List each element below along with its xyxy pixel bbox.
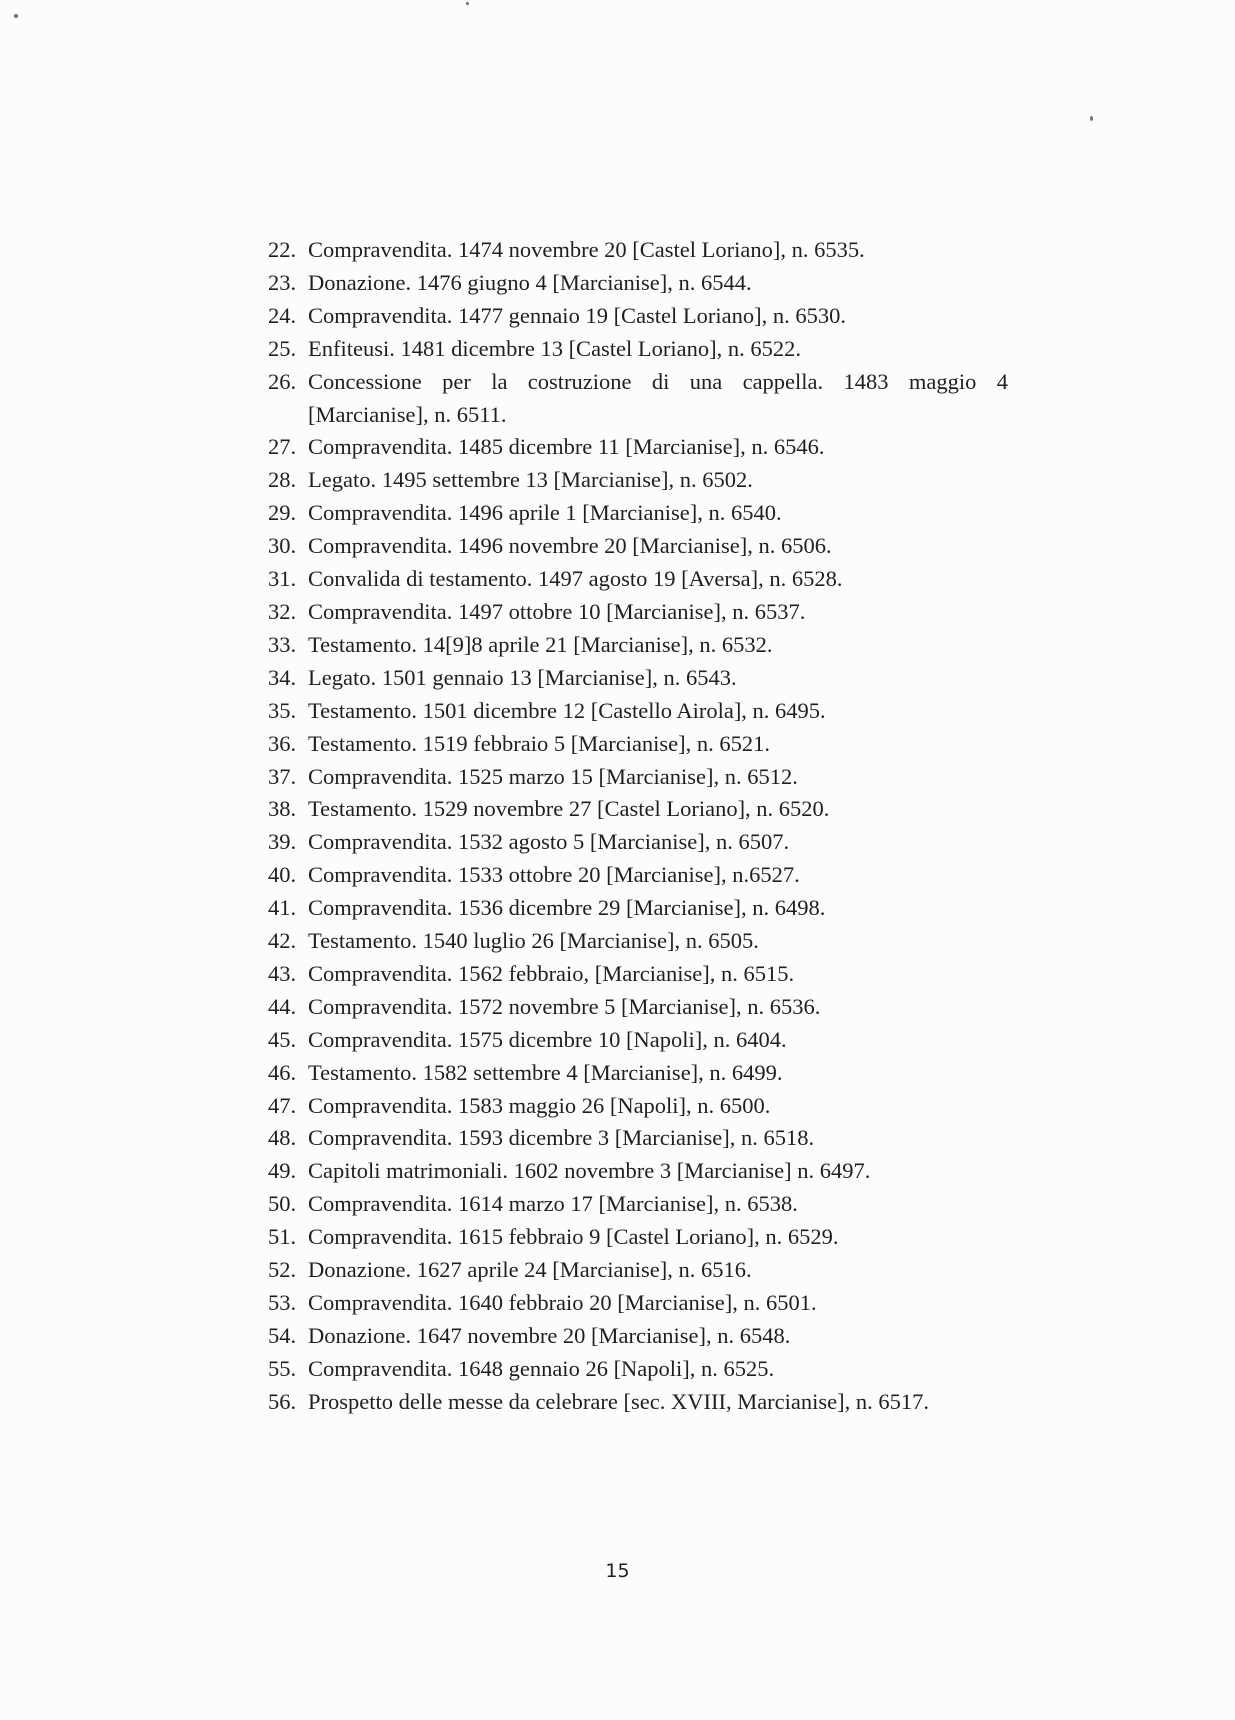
list-item [268, 464, 1008, 497]
entry-number: 32. [268, 598, 297, 624]
entry-text: Compravendita. 1477 gennaio 19 [Castel Loriano], n. 6530. [308, 302, 847, 328]
entry-text: Compravendita. 1648 gennaio 26 [Napoli], n. 6525. [308, 1355, 775, 1381]
entry-number: 34. [268, 664, 297, 690]
list-item [268, 497, 1008, 530]
scan-speck [14, 14, 18, 18]
list-item [268, 728, 1008, 761]
list-item [268, 1024, 1008, 1057]
list-item-continuation [268, 399, 1008, 432]
entry-number: 37. [268, 763, 297, 789]
scan-speck [466, 2, 469, 5]
entry-text: Legato. 1501 gennaio 13 [Marcianise], n. 6543. [308, 664, 737, 690]
entry-number: 22. [268, 237, 297, 262]
entry-text: Compravendita. 1525 marzo 15 [Marcianise], n. 6512. [308, 763, 798, 789]
entry-number: 51. [268, 1224, 297, 1250]
entry-text: Compravendita. 1575 dicembre 10 [Napoli], n. 6404. [308, 1026, 787, 1052]
entry-number: 30. [268, 533, 297, 559]
entry-text: Compravendita. 1583 maggio 26 [Napoli], n. 6500. [308, 1092, 771, 1118]
entry-number: 35. [268, 697, 297, 723]
scan-speck [1090, 116, 1093, 121]
entry-number: 42. [268, 928, 297, 954]
entry-number: 24. [268, 302, 297, 328]
entry-text: Testamento. 1540 luglio 26 [Marcianise], n. 6505. [308, 928, 759, 954]
entry-text: Compravendita. 1496 novembre 20 [Marcianise], n. 6506. [308, 533, 832, 559]
list-item [268, 300, 1008, 333]
list-item [268, 991, 1008, 1024]
list-item [268, 859, 1008, 892]
entry-text: Testamento. 1582 settembre 4 [Marcianise], n. 6499. [308, 1059, 783, 1085]
entry-text: Capitoli matrimoniali. 1602 novembre 3 [Marcianise] n. 6497. [308, 1158, 871, 1184]
entry-text-line-2: [Marcianise], n. 6511. [308, 401, 507, 427]
entry-text: Compravendita. 1615 febbraio 9 [Castel Loriano], n. 6529. [308, 1224, 839, 1250]
list-item [268, 761, 1008, 794]
entry-number: 38. [268, 796, 297, 822]
entry-number: 39. [268, 829, 297, 855]
entry-text: Testamento. 14[9]8 aprile 21 [Marcianise], n. 6532. [308, 631, 773, 657]
list-item [268, 596, 1008, 629]
entry-text: Donazione. 1647 novembre 20 [Marcianise], n. 6548. [308, 1322, 791, 1348]
entry-text: Compravendita. 1614 marzo 17 [Marcianise], n. 6538. [308, 1191, 798, 1217]
list-item [268, 1057, 1008, 1090]
entry-text: Legato. 1495 settembre 13 [Marcianise], n. 6502. [308, 467, 753, 493]
list-item [268, 662, 1008, 695]
entry-number: 43. [268, 960, 297, 986]
entry-number: 40. [268, 862, 297, 888]
entry-text: Convalida di testamento. 1497 agosto 19 [Aversa], n. 6528. [308, 566, 843, 592]
list-item [268, 925, 1008, 958]
entry-text: Testamento. 1519 febbraio 5 [Marcianise], n. 6521. [308, 730, 771, 756]
entry-number: 23. [268, 269, 297, 295]
entry-text: Testamento. 1529 novembre 27 [Castel Loriano], n. 6520. [308, 796, 830, 822]
document-entry-list [268, 234, 1008, 1419]
list-item [268, 1221, 1008, 1254]
list-item [268, 892, 1008, 925]
entry-number: 48. [268, 1125, 297, 1151]
entry-text-line-1: Concessione per la costruzione di una cappella. 1483 maggio 4 [308, 368, 1008, 394]
list-item [268, 1188, 1008, 1221]
entry-number: 49. [268, 1158, 297, 1184]
entry-text: Compravendita. 1533 ottobre 20 [Marcianise], n.6527. [308, 862, 800, 888]
list-item [268, 793, 1008, 826]
entry-text: Compravendita. 1562 febbraio, [Marcianise], n. 6515. [308, 960, 795, 986]
entry-text: Donazione. 1476 giugno 4 [Marcianise], n. 6544. [308, 269, 752, 295]
list-item [268, 629, 1008, 662]
list-item [268, 563, 1008, 596]
entry-number: 52. [268, 1257, 297, 1283]
list-item [268, 333, 1008, 366]
entry-text: Compravendita. 1474 novembre 20 [Castel Loriano], n. 6535. [308, 237, 865, 262]
entry-text: Compravendita. 1572 novembre 5 [Marcianise], n. 6536. [308, 993, 821, 1019]
entry-text: Prospetto delle messe da celebrare [sec. XVIII, Marcianise], n. 6517. [308, 1388, 930, 1414]
entry-text: Testamento. 1501 dicembre 12 [Castello Airola], n. 6495. [308, 697, 826, 723]
entry-text: Donazione. 1627 aprile 24 [Marcianise], n. 6516. [308, 1257, 752, 1283]
entry-text: Compravendita. 1485 dicembre 11 [Marcianise], n. 6546. [308, 434, 825, 460]
entry-number: 55. [268, 1355, 297, 1381]
entry-number: 47. [268, 1092, 297, 1118]
list-item [268, 1353, 1008, 1386]
entry-text: Compravendita. 1496 aprile 1 [Marcianise], n. 6540. [308, 500, 782, 526]
list-item [268, 1320, 1008, 1353]
entry-text: Enfiteusi. 1481 dicembre 13 [Castel Loriano], n. 6522. [308, 335, 802, 361]
entry-number: 27. [268, 434, 297, 460]
list-item [268, 1287, 1008, 1320]
list-item [268, 431, 1008, 464]
entry-text: Compravendita. 1497 ottobre 10 [Marcianise], n. 6537. [308, 598, 806, 624]
list-item [268, 1386, 1008, 1419]
entry-number: 44. [268, 993, 297, 1019]
entry-number: 26. [268, 368, 297, 394]
list-item [268, 530, 1008, 563]
list-item [268, 1254, 1008, 1287]
entry-number: 45. [268, 1026, 297, 1052]
entry-number: 46. [268, 1059, 297, 1085]
list-item [268, 366, 1008, 399]
entry-number: 36. [268, 730, 297, 756]
entry-number: 50. [268, 1191, 297, 1217]
entry-number: 31. [268, 566, 297, 592]
entry-number: 41. [268, 895, 297, 921]
entry-number: 56. [268, 1388, 297, 1414]
list-item [268, 826, 1008, 859]
entry-number: 33. [268, 631, 297, 657]
list-item [268, 1155, 1008, 1188]
list-item [268, 234, 1008, 267]
entry-text: Compravendita. 1640 febbraio 20 [Marcianise], n. 6501. [308, 1290, 817, 1315]
list-item [268, 695, 1008, 728]
entry-text: Compravendita. 1593 dicembre 3 [Marcianise], n. 6518. [308, 1125, 815, 1151]
entry-text: Compravendita. 1532 agosto 5 [Marcianise], n. 6507. [308, 829, 790, 855]
entry-text: Compravendita. 1536 dicembre 29 [Marcianise], n. 6498. [308, 895, 826, 921]
page-number: 15 [605, 1560, 630, 1582]
list-item [268, 958, 1008, 991]
entry-number: 28. [268, 467, 297, 493]
list-item [268, 1122, 1008, 1155]
entry-number: 25. [268, 335, 297, 361]
entry-number: 29. [268, 500, 297, 526]
list-item [268, 1090, 1008, 1123]
entry-number: 53. [268, 1290, 297, 1315]
entry-number: 54. [268, 1322, 297, 1348]
list-item [268, 267, 1008, 300]
